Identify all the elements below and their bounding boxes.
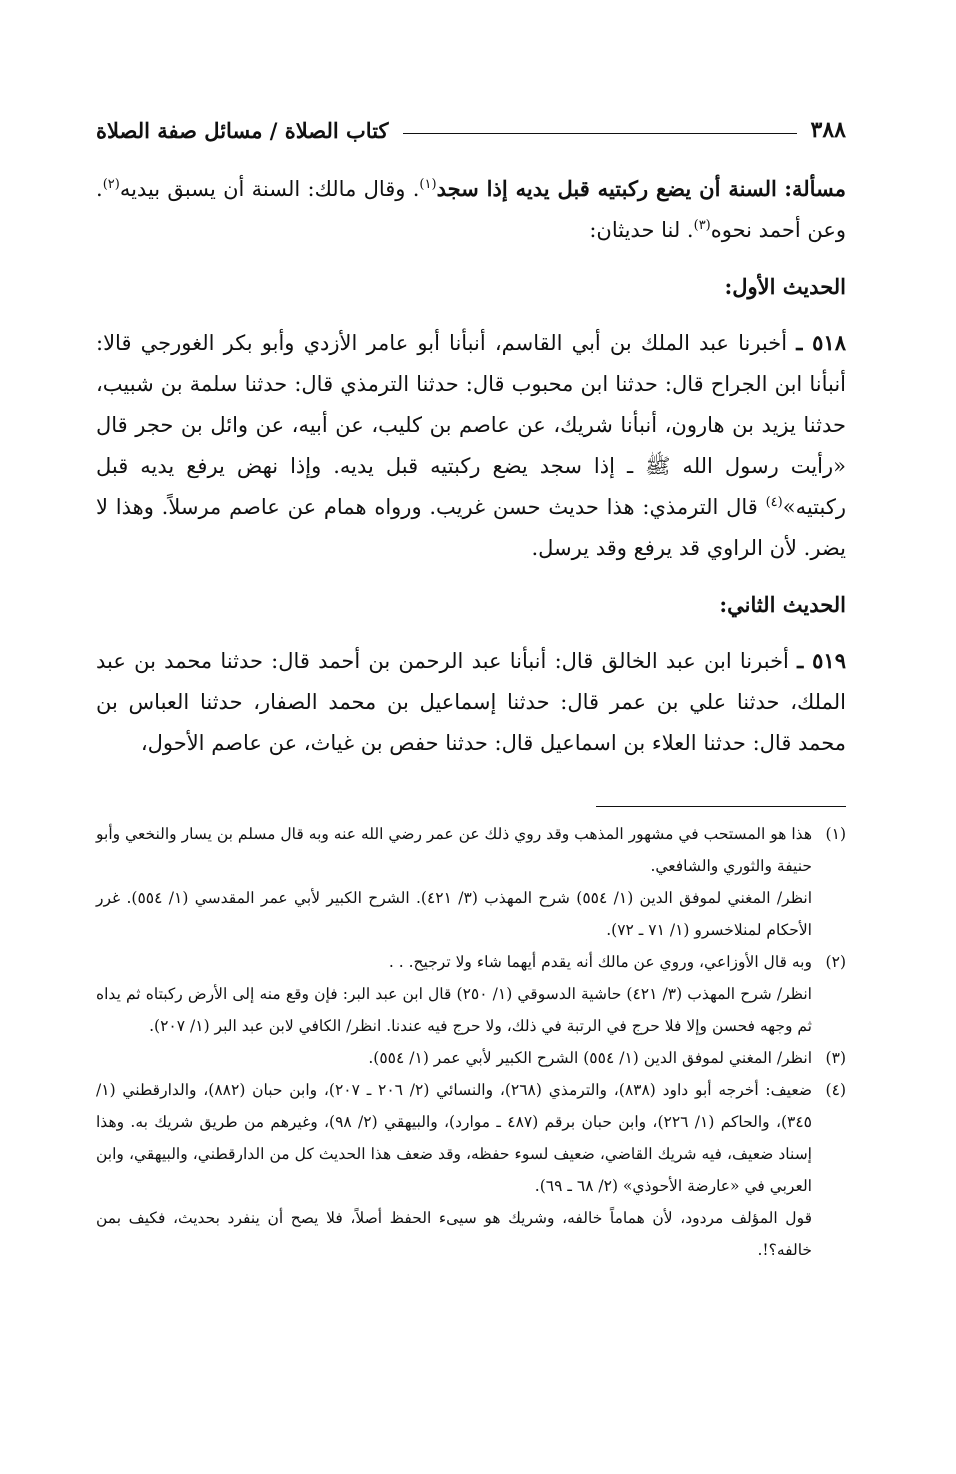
issue-text: السنة أن يضع ركبتيه قبل يديه إذا سجد <box>436 176 777 201</box>
main-text <box>96 168 846 764</box>
footnote-ref-1: (١) <box>419 177 437 192</box>
hadith-518 <box>96 322 846 569</box>
page-header <box>96 110 846 150</box>
footnotes <box>96 818 846 1266</box>
issue-continuation: . وقال مالك: السنة أن يسبق بيديه <box>119 177 420 201</box>
running-title: كتاب الصلاة / مسائل صفة الصلاة <box>96 117 389 143</box>
footnote-text: ضعيف: أخرجه أبو داود (٨٣٨)، والترمذي (٢٦٨)، والنسائي (٢/ ٢٠٦ ـ ٢٠٧)، وابن حبان (٨٨٢)، والدارقطني (١/ ٣٤٥)، والحاكم (١/ ٢٢٦)، وابن حبان برقم (٤٨٧ ـ موارد)، والبيهقي (٢/ ٩٨)، وغيرهم من طريق شريك به. وهذا إسناد ضعيف، فيه شريك القاضي، ضعيف لسوء حفظه، وقد ضعف هذا الحديث كل من الدارقطني، والبيهقي، وابن العربي في «عارضة الأحوذي» (٢/ ٦٨ ـ ٦٩). <box>96 1081 813 1195</box>
issue-label: مسألة: <box>784 176 846 201</box>
hadith-518-number: ٥١٨ ـ <box>796 330 846 355</box>
footnote-text: هذا هو المستحب في مشهور المذهب وقد روي ذلك عن عمر رضي الله عنه وبه قال مسلم بن يسار والنخعي وأبو حنيفة والثوري والشافعي. <box>96 825 812 875</box>
issue-end: . لنا حديثان: <box>589 218 694 242</box>
footnote-number: (٤) <box>825 1081 846 1099</box>
heading-first-hadith: الحديث الأول: <box>724 274 846 299</box>
hadith-519 <box>96 640 846 764</box>
footnote-text: وبه قال الأوزاعي، وروي عن مالك أنه يقدم أيهما شاء ولا ترجيح. . . <box>388 953 812 971</box>
hadith-519-text: أخبرنا ابن عبد الخالق قال: أنبأنا عبد الرحمن بن أحمد قال: حدثنا محمد بن عبد الملك، حدثنا علي بن عمر قال: حدثنا إسماعيل بن محمد الصفار، حدثنا العباس بن محمد قال: حدثنا العلاء بن اسماعيل قال: حدثنا حفص بن غياث، عن عاصم الأحول، <box>96 649 846 755</box>
heading-second-hadith: الحديث الثاني: <box>719 592 846 617</box>
footnote-number: (٢) <box>825 953 846 971</box>
footnote-ref-4: (٤) <box>765 495 783 510</box>
footnote-number: (١) <box>825 825 846 843</box>
footnote-text: انظر/ شرح المهذب (٣/ ٤٢١) حاشية الدسوقي (١/ ٢٥٠) قال ابن عبد البر: فإن وقع منه إلى الأرض ركبتاه ثم يداه ثم وجهه فحسن وإلا فلا حرج في الرتبة في ذلك، ولا حرج فيه عندنا. انظر/ الكافي لابن عبد البر (١/ ٢٠٧). <box>96 985 812 1035</box>
issue-paragraph <box>96 168 846 251</box>
footnote-text: انظر/ المغني لموفق الدين (١/ ٥٥٤) شرح المهذب (٣/ ٤٢١). الشرح الكبير لأبي عمر المقدسي (١/ ٥٥٤). غرر الأحكام لمنلاخسرو (١/ ٧١ ـ ٧٢). <box>96 889 813 939</box>
footnote-2 <box>96 946 846 1042</box>
issue-continuation-2: . وعن أحمد نحوه <box>96 177 846 242</box>
hadith-518-end: قال الترمذي: هذا حديث حسن غريب. ورواه همام عن عاصم مرسلاً. وهذا لا يضر. لأن الراوي قد يرفع وقد يرسل. <box>96 495 846 560</box>
footnote-ref-3: (٣) <box>693 218 711 233</box>
footnote-4 <box>96 1074 846 1266</box>
footnote-text: انظر/ المغني لموفق الدين (١/ ٥٥٤) الشرح الكبير لأبي عمر (١/ ٥٥٤). <box>368 1049 812 1067</box>
header-rule <box>403 133 797 134</box>
hadith-519-number: ٥١٩ ـ <box>797 648 846 673</box>
footnote-1 <box>96 818 846 946</box>
hadith-518-text: أخبرنا عبد الملك بن أبي القاسم، أنبأنا أبو عامر الأزدي وأبو بكر الغورجي قالا: أنبأنا ابن الجراح قال: حدثنا ابن محبوب قال: حدثنا الترمذي قال: حدثنا سلمة بن شبيب، حدثنا يزيد بن هارون، أنبأنا شريك، عن عاصم بن كليب، عن أبيه، عن وائل بن حجر قال «رأيت رسول الله ﷺ ـ إذا سجد يضع ركبتيه قبل يديه. وإذا نهض يرفع يديه قبل ركبتيه» <box>96 331 846 519</box>
footnote-text: قول المؤلف مردود، لأن هماماً خالفه، وشريك هو سيىء الحفظ أصلاً، فلا يصح أن ينفرد بحديث، فكيف بمن خالفه؟!. <box>96 1209 812 1259</box>
footnote-number: (٣) <box>825 1049 846 1067</box>
footnote-3 <box>96 1042 846 1074</box>
page-number: ٣٨٨ <box>810 117 846 143</box>
footnote-separator <box>596 806 846 807</box>
footnote-ref-2: (٢) <box>102 177 120 192</box>
